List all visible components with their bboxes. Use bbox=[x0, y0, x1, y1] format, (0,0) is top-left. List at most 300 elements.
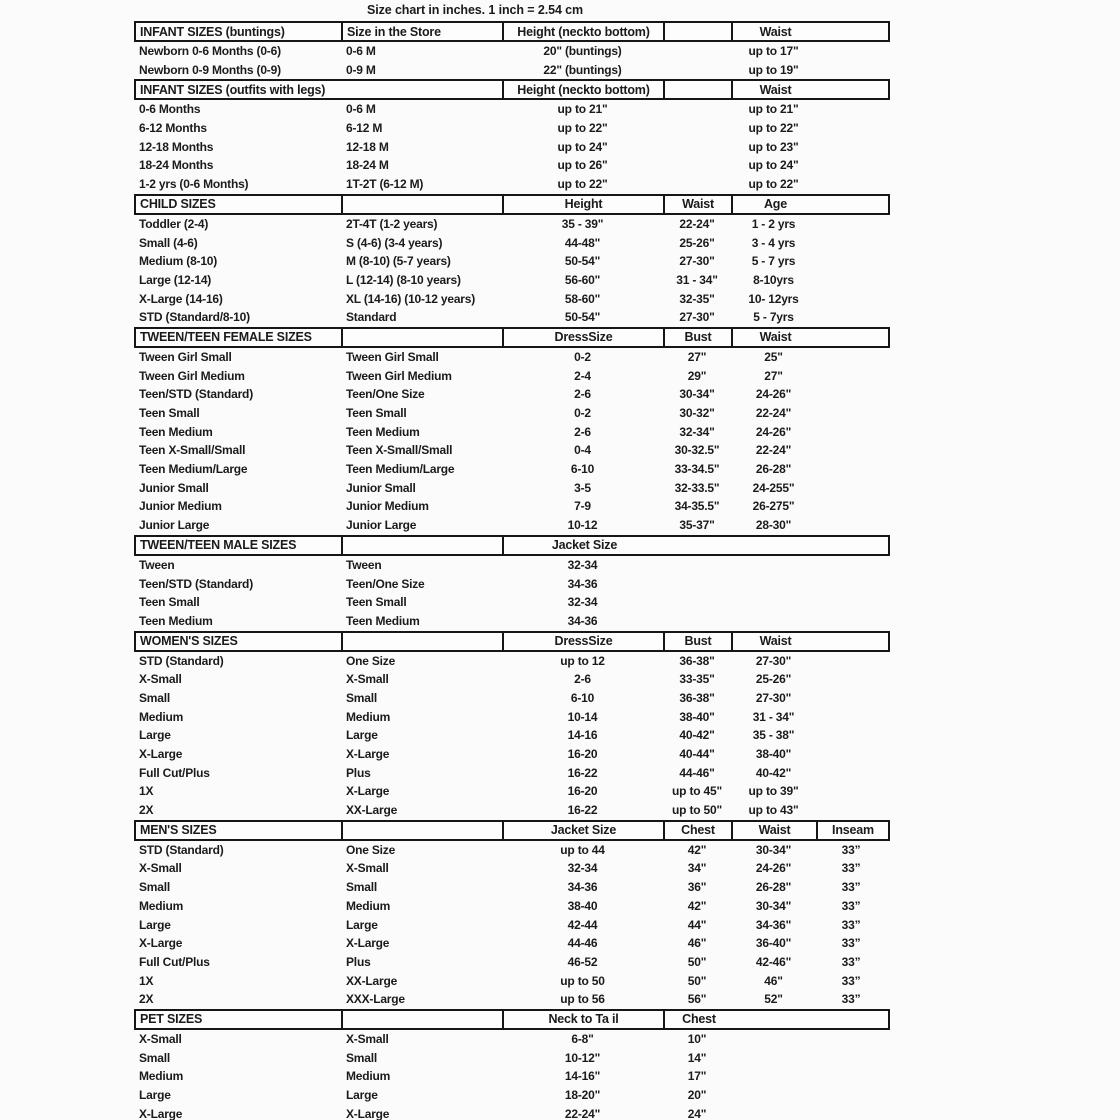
table-row bbox=[134, 1086, 890, 1105]
table-cell bbox=[816, 1049, 886, 1068]
table-row bbox=[134, 119, 890, 138]
table-row bbox=[134, 972, 890, 991]
header-cell: Bust bbox=[665, 633, 733, 650]
table-cell: X-Small bbox=[139, 672, 182, 687]
table-cell: 30-32" bbox=[679, 406, 715, 420]
header-cell: WOMEN'S SIZES bbox=[136, 633, 343, 650]
table-cell: 56-60" bbox=[564, 272, 601, 287]
table-cell: Medium bbox=[346, 1069, 391, 1084]
table-cell bbox=[663, 175, 731, 194]
table-cell: 35 - 38" bbox=[752, 728, 795, 743]
table-cell: 50" bbox=[687, 954, 707, 969]
table-row bbox=[134, 156, 890, 175]
header-cell: Waist bbox=[665, 196, 733, 213]
section-pet bbox=[134, 1009, 890, 1120]
table-cell bbox=[816, 612, 886, 631]
header-cell: Height bbox=[504, 196, 665, 213]
table-cell: X-Small bbox=[139, 861, 182, 876]
table-cell: 16-22 bbox=[567, 765, 598, 780]
table-cell: up to 21" bbox=[557, 102, 608, 117]
table-cell bbox=[731, 575, 816, 594]
table-cell: Toddler (2-4) bbox=[139, 216, 209, 231]
table-cell: Plus bbox=[346, 765, 371, 780]
table-cell: 33” bbox=[841, 880, 861, 895]
table-cell bbox=[731, 1067, 816, 1086]
table-cell: Small bbox=[139, 1050, 171, 1065]
header-cell: TWEEN/TEEN MALE SIZES bbox=[136, 537, 343, 554]
header-cell bbox=[665, 81, 733, 98]
table-cell: 12-18 M bbox=[346, 139, 389, 154]
table-cell: up to 22" bbox=[557, 177, 608, 192]
table-cell: 50-54" bbox=[564, 254, 601, 269]
table-cell: 0-6 M bbox=[346, 44, 376, 58]
table-cell: 27-30" bbox=[679, 254, 715, 269]
header-cell: INFANT SIZES (outfits with legs) bbox=[136, 81, 504, 98]
table-cell: up to 45" bbox=[672, 784, 722, 799]
table-row bbox=[134, 652, 890, 671]
table-cell: 28-30" bbox=[755, 518, 792, 533]
table-row bbox=[134, 841, 890, 860]
header-cell: Size in the Store bbox=[343, 23, 504, 40]
table-cell: X-Large bbox=[139, 747, 183, 761]
table-row bbox=[134, 100, 890, 119]
table-cell: 2-6 bbox=[574, 424, 591, 439]
table-cell bbox=[816, 1030, 886, 1049]
table-cell bbox=[816, 689, 886, 708]
table-cell: 18-20" bbox=[564, 1088, 601, 1102]
table-cell: Teen Medium bbox=[139, 613, 213, 628]
table-row bbox=[134, 575, 890, 594]
table-cell: X-Small bbox=[346, 672, 389, 687]
table-cell bbox=[816, 423, 886, 442]
table-cell bbox=[816, 556, 886, 575]
table-cell: up to 50" bbox=[672, 803, 722, 818]
table-cell bbox=[816, 593, 886, 612]
header-cell: Waist bbox=[759, 24, 792, 39]
table-cell: up to 17" bbox=[748, 44, 799, 58]
table-cell: Large bbox=[346, 917, 378, 932]
table-cell: Junior Large bbox=[139, 518, 210, 533]
table-cell: 40-42" bbox=[679, 728, 715, 743]
table-row bbox=[134, 897, 890, 916]
table-cell: 42-44 bbox=[567, 917, 598, 932]
table-cell: up to 22" bbox=[748, 177, 799, 192]
table-cell: 17" bbox=[687, 1069, 707, 1084]
header-cell bbox=[343, 196, 504, 213]
table-cell: 22" (buntings) bbox=[543, 62, 622, 77]
table-cell bbox=[816, 652, 886, 671]
table-cell: 34-36" bbox=[755, 917, 792, 932]
table-cell: Teen/One Size bbox=[346, 576, 425, 591]
table-cell: 32-35" bbox=[679, 291, 715, 306]
table-cell: 1X bbox=[139, 973, 154, 988]
table-cell: 5 - 7 yrs bbox=[751, 254, 796, 269]
table-cell: Newborn 0-9 Months (0-9) bbox=[139, 62, 281, 77]
table-cell: Medium (8-10) bbox=[139, 254, 218, 269]
table-cell: STD (Standard) bbox=[139, 653, 224, 668]
table-cell bbox=[816, 252, 886, 271]
table-cell: 34-36 bbox=[567, 613, 598, 628]
table-cell: Teen Medium bbox=[346, 424, 420, 439]
table-cell: 22-24" bbox=[755, 443, 792, 458]
table-cell: 29" bbox=[687, 368, 707, 383]
table-cell: 16-22 bbox=[567, 803, 598, 818]
header-cell: Height (neckto bottom) bbox=[504, 23, 665, 40]
table-row bbox=[134, 423, 890, 442]
table-cell: 58-60" bbox=[564, 291, 601, 306]
table-cell: Teen/STD (Standard) bbox=[139, 576, 253, 591]
table-row bbox=[134, 990, 890, 1009]
table-cell: 24-26" bbox=[755, 861, 792, 876]
table-cell: Medium bbox=[139, 898, 184, 913]
table-cell bbox=[816, 497, 886, 516]
table-row bbox=[134, 348, 890, 367]
table-cell: 24-26" bbox=[755, 424, 792, 439]
table-cell: 33” bbox=[841, 917, 861, 932]
header-cell: Inseam bbox=[832, 823, 874, 838]
table-cell: 2-6 bbox=[574, 672, 591, 687]
table-cell: 33” bbox=[841, 954, 861, 969]
header-cell: Bust bbox=[665, 329, 733, 346]
table-cell bbox=[816, 367, 886, 386]
table-cell: 1-2 yrs (0-6 Months) bbox=[139, 177, 249, 192]
table-cell bbox=[816, 271, 886, 290]
table-cell: Teen Medium bbox=[139, 424, 213, 439]
table-cell: 33” bbox=[841, 973, 861, 988]
table-cell: 36-38" bbox=[679, 690, 715, 705]
table-cell: 22-24" bbox=[679, 216, 715, 231]
table-cell: 27-30" bbox=[755, 653, 792, 668]
table-cell: 1X bbox=[139, 784, 154, 799]
table-cell: X-Small bbox=[346, 1031, 389, 1046]
table-cell bbox=[816, 726, 886, 745]
table-cell: 32-33.5" bbox=[674, 480, 720, 495]
table-cell: Large bbox=[346, 1088, 378, 1102]
table-cell: 31 - 34" bbox=[752, 709, 795, 724]
table-cell: X-Large bbox=[346, 936, 390, 951]
table-cell: Junior Large bbox=[346, 518, 417, 533]
table-cell: 2-6 bbox=[574, 387, 591, 402]
header-cell: CHILD SIZES bbox=[136, 196, 343, 213]
header-cell: TWEEN/TEEN FEMALE SIZES bbox=[136, 329, 343, 346]
table-cell: M (8-10) (5-7 years) bbox=[346, 254, 451, 269]
table-cell: up to 19" bbox=[748, 62, 799, 77]
table-cell: Teen/One Size bbox=[346, 387, 425, 402]
header-cell: Age bbox=[763, 197, 787, 212]
table-cell: STD (Standard/8-10) bbox=[139, 310, 250, 325]
table-cell: 42" bbox=[687, 842, 707, 857]
table-cell: 34-36 bbox=[567, 576, 598, 591]
table-cell: Small bbox=[139, 880, 171, 895]
table-cell: 8-10yrs bbox=[753, 272, 794, 287]
table-cell: 26-28" bbox=[755, 880, 792, 895]
header-cell: MEN'S SIZES bbox=[136, 822, 343, 839]
table-cell bbox=[731, 1086, 816, 1105]
table-cell bbox=[816, 764, 886, 783]
table-cell: 20" bbox=[687, 1088, 707, 1102]
table-cell bbox=[816, 745, 886, 764]
table-cell: 44-46 bbox=[567, 936, 598, 951]
table-cell: Large (12-14) bbox=[139, 272, 212, 287]
table-cell: up to 22" bbox=[557, 121, 608, 136]
header-cell: INFANT SIZES (buntings) bbox=[136, 23, 343, 40]
header-cell: Chest bbox=[665, 822, 733, 839]
table-cell: Tween Girl Small bbox=[139, 349, 232, 364]
table-cell: 3-5 bbox=[574, 480, 591, 495]
child-header-row bbox=[134, 194, 890, 215]
table-cell: XX-Large bbox=[346, 803, 398, 818]
table-cell: 10-12" bbox=[564, 1050, 601, 1065]
header-cell bbox=[665, 23, 733, 40]
table-cell: 10-12 bbox=[567, 518, 598, 533]
table-cell bbox=[663, 119, 731, 138]
table-cell: Teen Small bbox=[346, 406, 407, 420]
table-row bbox=[134, 670, 890, 689]
table-cell: S (4-6) (3-4 years) bbox=[346, 235, 443, 250]
table-cell bbox=[816, 385, 886, 404]
table-row bbox=[134, 764, 890, 783]
table-cell bbox=[731, 612, 816, 631]
table-cell: 3 - 4 yrs bbox=[751, 235, 796, 250]
table-cell bbox=[816, 404, 886, 423]
header-cell bbox=[343, 822, 504, 839]
header-cell: Neck to Ta il bbox=[504, 1011, 665, 1028]
header-cell bbox=[343, 633, 504, 650]
table-cell: 33-35" bbox=[679, 672, 715, 687]
table-cell: Teen Medium/Large bbox=[139, 462, 248, 477]
table-cell: 31 - 34" bbox=[676, 272, 718, 287]
table-row bbox=[134, 916, 890, 935]
table-cell: 2X bbox=[139, 803, 154, 818]
table-cell: 44-48" bbox=[564, 235, 601, 250]
table-cell: 36" bbox=[687, 880, 707, 895]
table-cell: XX-Large bbox=[346, 973, 398, 988]
header-cell: Waist bbox=[733, 822, 818, 839]
table-cell: up to 22" bbox=[748, 121, 799, 136]
header-cell: Waist bbox=[759, 634, 792, 649]
table-row bbox=[134, 593, 890, 612]
table-cell: 0-2 bbox=[574, 349, 591, 364]
table-row bbox=[134, 708, 890, 727]
table-cell: Large bbox=[346, 728, 378, 743]
table-cell bbox=[816, 1105, 886, 1120]
table-cell: 30-34" bbox=[755, 898, 792, 913]
table-cell: One Size bbox=[346, 653, 396, 668]
table-row bbox=[134, 42, 890, 61]
infant-outfits-header-row bbox=[134, 79, 890, 100]
table-cell bbox=[816, 100, 886, 119]
table-cell: Tween Girl Small bbox=[346, 349, 439, 364]
table-cell: 16-20 bbox=[567, 747, 598, 761]
table-cell: Teen Small bbox=[139, 406, 200, 420]
table-cell bbox=[663, 61, 731, 80]
table-cell: Junior Medium bbox=[346, 499, 429, 514]
table-cell: STD (Standard) bbox=[139, 842, 224, 857]
table-cell bbox=[816, 801, 886, 820]
table-cell bbox=[663, 100, 731, 119]
table-cell bbox=[816, 42, 886, 61]
table-row bbox=[134, 782, 890, 801]
table-cell: 25-26" bbox=[679, 235, 715, 250]
table-row bbox=[134, 878, 890, 897]
header-cell: DressSize bbox=[504, 329, 665, 346]
table-cell: 38-40" bbox=[755, 747, 792, 761]
table-cell: 36-38" bbox=[679, 653, 715, 668]
table-cell: Teen Small bbox=[139, 595, 200, 610]
table-cell: 34-35.5" bbox=[674, 499, 720, 514]
table-row bbox=[134, 61, 890, 80]
table-cell: 26-28" bbox=[755, 462, 792, 477]
table-row bbox=[134, 215, 890, 234]
table-cell: Small bbox=[346, 1050, 378, 1065]
table-cell: Teen Small bbox=[346, 595, 407, 610]
table-cell: 6-10 bbox=[570, 690, 595, 705]
table-cell: 26-275" bbox=[752, 499, 795, 514]
table-cell bbox=[731, 1030, 816, 1049]
table-cell: 20" (buntings) bbox=[543, 44, 622, 58]
table-cell: 2T-4T (1-2 years) bbox=[346, 216, 438, 231]
table-cell: 24" bbox=[687, 1106, 707, 1120]
table-cell: Medium bbox=[139, 1069, 184, 1084]
table-cell: X-Small bbox=[346, 861, 389, 876]
table-row bbox=[134, 745, 890, 764]
table-cell: X-Large bbox=[139, 936, 183, 951]
table-row bbox=[134, 1049, 890, 1068]
table-row bbox=[134, 953, 890, 972]
table-cell bbox=[816, 290, 886, 309]
table-cell: up to 23" bbox=[748, 139, 799, 154]
table-cell: Teen X-Small/Small bbox=[346, 443, 453, 458]
table-cell bbox=[816, 460, 886, 479]
table-cell: 44-46" bbox=[679, 765, 715, 780]
table-cell: 0-6 Months bbox=[139, 102, 201, 117]
table-cell: Small bbox=[346, 880, 378, 895]
table-cell: Small bbox=[346, 690, 378, 705]
table-cell: up to 50 bbox=[560, 973, 605, 988]
table-cell: 0-2 bbox=[574, 406, 591, 420]
table-cell bbox=[816, 1086, 886, 1105]
table-cell bbox=[731, 593, 816, 612]
table-cell: One Size bbox=[346, 842, 396, 857]
table-cell bbox=[816, 175, 886, 194]
table-cell: 34-36 bbox=[567, 880, 598, 895]
table-cell: 32-34 bbox=[567, 557, 598, 572]
header-cell: Waist bbox=[759, 330, 792, 345]
table-cell bbox=[816, 308, 886, 327]
chart-title: Size chart in inches. 1 inch = 2.54 cm bbox=[366, 3, 584, 17]
section-womens bbox=[134, 631, 890, 820]
table-cell: 35 - 39" bbox=[561, 216, 604, 231]
table-cell: Small bbox=[139, 690, 171, 705]
table-cell: Junior Small bbox=[139, 480, 209, 495]
header-cell bbox=[343, 1011, 504, 1028]
table-row bbox=[134, 252, 890, 271]
table-cell: up to 12 bbox=[560, 653, 605, 668]
table-cell: 1T-2T (6-12 M) bbox=[346, 177, 424, 192]
table-cell bbox=[663, 42, 731, 61]
table-row bbox=[134, 689, 890, 708]
table-cell bbox=[663, 575, 731, 594]
size-chart-table bbox=[134, 21, 890, 1120]
header-cell bbox=[343, 537, 504, 554]
table-cell: 40-42" bbox=[755, 765, 792, 780]
header-cell: DressSize bbox=[504, 633, 665, 650]
table-cell: Large bbox=[139, 728, 171, 743]
table-cell: 56" bbox=[687, 992, 707, 1007]
table-cell: up to 44 bbox=[560, 842, 605, 857]
table-cell: 30-34" bbox=[755, 842, 792, 857]
table-row bbox=[134, 516, 890, 535]
table-cell: Small (4-6) bbox=[139, 235, 198, 250]
table-cell: Newborn 0-6 Months (0-6) bbox=[139, 44, 281, 58]
table-cell: 18-24 M bbox=[346, 158, 389, 173]
table-cell: 27-30" bbox=[679, 310, 715, 325]
table-cell bbox=[816, 670, 886, 689]
table-cell: 6-8" bbox=[571, 1031, 594, 1046]
table-cell bbox=[816, 708, 886, 727]
section-tween-teen-female bbox=[134, 327, 890, 535]
table-cell: 46-52 bbox=[567, 954, 598, 969]
table-cell bbox=[816, 441, 886, 460]
table-row bbox=[134, 138, 890, 157]
table-cell: 14" bbox=[687, 1050, 707, 1065]
table-cell: X-Large bbox=[346, 784, 390, 799]
table-cell: Teen Medium bbox=[346, 613, 420, 628]
table-cell bbox=[731, 556, 816, 575]
table-row bbox=[134, 612, 890, 631]
table-cell: Tween Girl Medium bbox=[139, 368, 245, 383]
table-cell: Large bbox=[139, 917, 171, 932]
table-row bbox=[134, 175, 890, 194]
table-cell: 42" bbox=[687, 898, 707, 913]
table-cell: Large bbox=[139, 1088, 171, 1102]
table-row bbox=[134, 556, 890, 575]
table-cell: 33-34.5" bbox=[674, 462, 720, 477]
tween-teen-female-header-row bbox=[134, 327, 890, 348]
table-cell bbox=[816, 1067, 886, 1086]
table-cell bbox=[816, 61, 886, 80]
table-cell: Full Cut/Plus bbox=[139, 954, 210, 969]
table-cell: up to 21" bbox=[748, 102, 799, 117]
table-cell: 35-37" bbox=[679, 518, 715, 533]
table-cell: 46" bbox=[687, 936, 707, 951]
table-row bbox=[134, 859, 890, 878]
table-cell bbox=[663, 556, 731, 575]
table-cell: 14-16" bbox=[564, 1069, 601, 1084]
table-cell bbox=[816, 782, 886, 801]
table-cell: 10-14 bbox=[567, 709, 598, 724]
table-cell: 1 - 2 yrs bbox=[751, 216, 796, 231]
table-cell: X-Large bbox=[139, 1106, 183, 1120]
table-row bbox=[134, 271, 890, 290]
table-cell bbox=[663, 593, 731, 612]
table-cell: X-Large (14-16) bbox=[139, 291, 223, 306]
table-row bbox=[134, 404, 890, 423]
table-cell: 0-4 bbox=[574, 443, 591, 458]
table-cell: 32-34 bbox=[567, 595, 598, 610]
table-row bbox=[134, 234, 890, 253]
table-cell: 44" bbox=[687, 917, 707, 932]
table-cell: 22-24" bbox=[755, 406, 792, 420]
infant-buntings-header-row bbox=[134, 21, 890, 42]
table-cell: X-Large bbox=[346, 1106, 390, 1120]
section-infant-buntings bbox=[134, 21, 890, 79]
table-cell: up to 24" bbox=[557, 139, 608, 154]
table-cell: 30-34" bbox=[679, 387, 715, 402]
section-child bbox=[134, 194, 890, 327]
mens-header-row bbox=[134, 820, 890, 841]
table-row bbox=[134, 801, 890, 820]
